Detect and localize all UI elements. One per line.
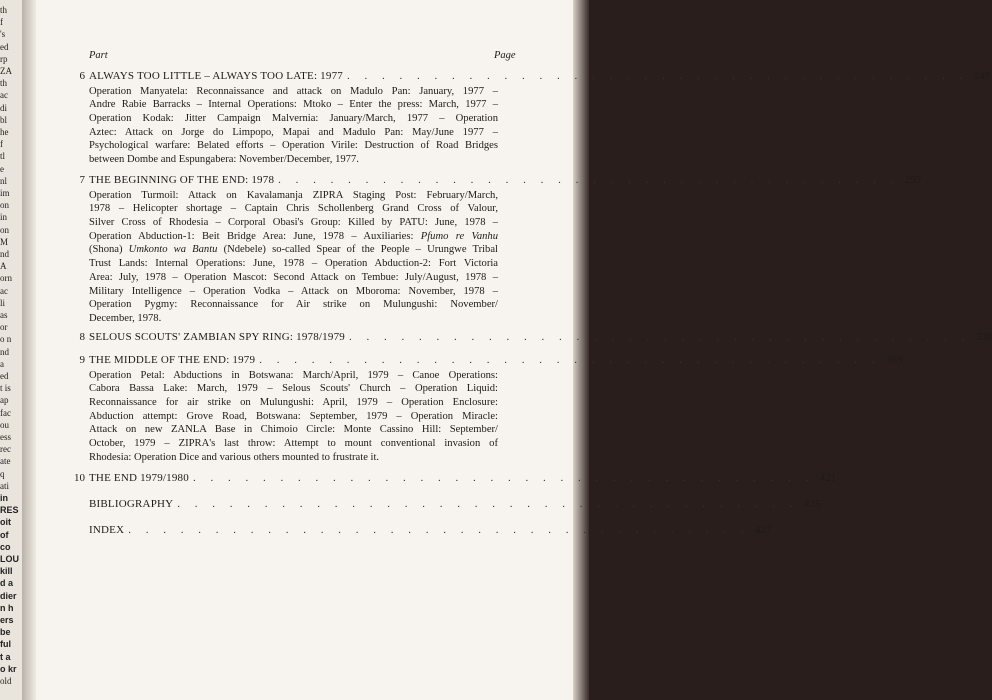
adjacent-page-text-fragment: li	[0, 297, 6, 308]
description-line: Operation Kodak: Jitter Campaign Malvernia: January/March, 1977 – Operation	[89, 113, 498, 124]
chapter-title: SELOUS SCOUTS' ZAMBIAN SPY RING: 1978/1979	[89, 331, 345, 343]
adjacent-page-text-fragment: d a	[0, 578, 14, 589]
adjacent-page-text-fragment: ess	[0, 432, 11, 442]
adjacent-page-text-fragment: ap	[0, 395, 9, 406]
description-line: Andre Rabie Barracks – Internal Operations: Mtoko – Enter the press: March, 1977 –	[89, 99, 498, 111]
toc-entry-heading	[79, 354, 903, 368]
page-number: 421	[819, 472, 837, 484]
toc-entry-heading	[79, 331, 992, 345]
adjacent-page-text-fragment: LOU	[0, 554, 19, 564]
adjacent-page-text-fragment: th	[0, 78, 8, 89]
adjacent-page-text-fragment: f	[0, 17, 3, 28]
chapter-title: BIBLIOGRAPHY	[89, 498, 174, 510]
chapter-title: ALWAYS TOO LITTLE – ALWAYS TOO LATE: 1977	[89, 70, 343, 82]
book-gutter	[22, 0, 36, 700]
description-line: Operation Abduction-1: Beit Bridge Area: June, 1978 – Auxiliaries: Pfumo re Vanhu	[89, 230, 499, 242]
adjacent-page-text-fragment: dier	[0, 590, 17, 601]
adjacent-page-text-fragment: bl	[0, 114, 8, 125]
description-line: Military Intelligence – Operation Vodka – Attack on Mboroma: November, 1978 –	[89, 285, 498, 297]
adjacent-page-text-fragment: or	[0, 322, 8, 333]
toc-entry-heading	[89, 524, 772, 538]
adjacent-page-text-fragment: e	[0, 163, 4, 174]
toc-entry	[89, 498, 821, 512]
dot-leader: . . . . . . . . . . . . . . . . . . . . . . . . . . . . . . . . . . . .	[192, 472, 815, 484]
description-line: Attack on new ZANLA Base in Chimoio Circle: Monte Cassino Hill: September/	[89, 424, 498, 436]
adjacent-page-text-fragment: n h	[0, 602, 14, 613]
adjacent-page-text-fragment: ed	[0, 41, 9, 52]
adjacent-page-text-fragment: t is	[0, 383, 11, 394]
adjacent-page-text-fragment: be	[0, 627, 11, 638]
adjacent-page-text-fragment: f	[0, 139, 3, 150]
page-edge-shadow	[573, 0, 589, 700]
toc-entry-heading	[89, 498, 821, 512]
description-line: Area: July, 1978 – Operation Mascot: Second Attack on Tembue: July/August, 1978 –	[89, 271, 498, 283]
adjacent-page-text-fragment: on	[0, 224, 9, 235]
adjacent-page-text-fragment: t a	[0, 651, 11, 662]
adjacent-page-text-fragment: rp	[0, 53, 8, 64]
description-line: (Shona) Umkonto wa Bantu (Ndebele) so-called Spear of the People – Urungwe Tribal	[89, 244, 498, 256]
description-line: Rhodesia: Operation Dice and various others mounted to frustrate it.	[89, 451, 380, 463]
adjacent-page-text-fragment: tl	[0, 151, 6, 162]
adjacent-page-edge	[0, 0, 23, 700]
adjacent-page-text-fragment: co	[0, 541, 11, 552]
chapter-title: THE END 1979/1980	[89, 472, 189, 484]
toc-entry	[79, 354, 903, 465]
chapter-description	[89, 369, 498, 465]
adjacent-page-text-fragment: a	[0, 358, 4, 369]
adjacent-page-text-fragment: ati	[0, 480, 9, 491]
description-line: Cabora Bassa Lake: March, 1979 – Selous Scouts' Church – Operation Liquid:	[89, 383, 498, 395]
page-number: 297	[904, 174, 922, 186]
dot-leader: . . . . . . . . . . . . . . . . . . . . . . . . . . . . . . . . . . . .	[348, 331, 971, 343]
adjacent-page-text-fragment: rec	[0, 444, 11, 455]
adjacent-page-text-fragment: nl	[0, 175, 8, 186]
part-number: 7	[79, 174, 85, 186]
description-line: Operation Petal: Abductions in Botswana: March/April, 1979 – Canoe Operations:	[89, 369, 498, 381]
description-line: between Dombe and Espungabera: November/December, 1977.	[89, 154, 359, 166]
adjacent-page-text-fragment: ac	[0, 285, 8, 296]
description-line: Aztec: Attack on Jorge do Limpopo, Mapai and Madulo Pan: May/June 1977 –	[89, 126, 498, 138]
description-line: Operation Manyatela: Reconnaissance and attack on Madulo Pan: January, 1977 –	[89, 85, 498, 97]
adjacent-page-text-fragment: orn	[0, 273, 12, 284]
adjacent-page-text-fragment: nd	[0, 249, 9, 259]
adjacent-page-text-fragment: in	[0, 212, 8, 223]
adjacent-page-text-fragment: ate	[0, 456, 11, 467]
adjacent-page-text-fragment: of	[0, 529, 9, 540]
adjacent-page-text-fragment: q	[0, 468, 5, 479]
adjacent-page-text-fragment: nd	[0, 346, 9, 357]
dot-leader: . . . . . . . . . . . . . . . . . . . . . . . . . . . . . . . . . . . .	[259, 354, 881, 366]
toc-entry	[79, 174, 922, 326]
page-number: 338	[975, 331, 992, 343]
chapter-description	[89, 189, 498, 326]
adjacent-page-text-fragment: di	[0, 102, 8, 113]
adjacent-page-text-fragment: kill	[0, 566, 13, 577]
adjacent-page-text-fragment: o n	[0, 334, 12, 345]
adjacent-page-text-fragment: in	[0, 493, 8, 503]
dot-leader: . . . . . . . . . . . . . . . . . . . . . . . . . . . . . . . . . . . .	[346, 70, 969, 82]
adjacent-page-text-fragment: ou	[0, 419, 9, 430]
adjacent-page-text-fragment: fac	[0, 407, 11, 418]
adjacent-page-text-fragment: RES	[0, 505, 19, 516]
adjacent-page-text-fragment: th	[0, 5, 8, 15]
adjacent-page-text-fragment: im	[0, 188, 10, 198]
page-number: 248	[973, 70, 991, 82]
toc-entry	[74, 472, 837, 486]
description-line: October, 1979 – ZIPRA's last throw: Attempt to mount conventional invasion of	[89, 438, 498, 450]
part-number: 9	[79, 354, 85, 366]
toc-entry-heading	[74, 472, 837, 486]
adjacent-page-text-fragment: on	[0, 200, 9, 211]
description-line: Operation Turmoil: Attack on Kavalamanja ZIPRA Staging Post: February/March,	[89, 189, 498, 201]
chapter-description	[89, 85, 498, 167]
adjacent-page-text-fragment: ZA	[0, 66, 12, 76]
part-number: 6	[79, 70, 85, 82]
toc-entry-heading	[79, 70, 991, 84]
dot-leader: . . . . . . . . . . . . . . . . . . . . . . . . . . . . . . . . . . . .	[128, 524, 750, 536]
adjacent-page-text-fragment: ed	[0, 371, 9, 381]
adjacent-page-text-fragment: as	[0, 310, 8, 320]
description-line: Abduction attempt: Grove Road, Botswana: September, 1979 – Operation Miracle:	[89, 410, 498, 422]
description-line: Psychological warfare: Belated efforts – Operation Virile: Destruction of Road Bridges	[89, 140, 498, 152]
description-line: Trust Lands: Internal Operations: June, 1978 – Operation Abduction-2: Fort Victoria	[89, 258, 498, 270]
adjacent-page-text-fragment: 's	[0, 29, 6, 40]
adjacent-page-text-fragment: A	[0, 261, 7, 272]
dot-leader: . . . . . . . . . . . . . . . . . . . . . . . . . . . . . . . . . . . .	[278, 174, 900, 186]
adjacent-page-text-fragment: ac	[0, 90, 8, 101]
chapter-title: THE BEGINNING OF THE END: 1978	[89, 174, 275, 186]
chapter-title: THE MIDDLE OF THE END: 1979	[89, 354, 256, 366]
dot-leader: . . . . . . . . . . . . . . . . . . . . . . . . . . . . . . . . . . . .	[177, 498, 799, 510]
toc-entry-heading	[79, 174, 922, 188]
adjacent-page-text-fragment: M	[0, 236, 9, 247]
description-line: 1978 – Helicopter shortage – Captain Chris Schollenberg Grand Cross of Valour,	[89, 203, 498, 215]
part-number: 8	[79, 331, 85, 343]
adjacent-page-text-fragment: oit	[0, 517, 11, 528]
adjacent-page-text-fragment: ful	[0, 639, 11, 650]
adjacent-page-text-fragment: old	[0, 676, 12, 686]
part-column-header: Part	[89, 50, 108, 61]
page-column-header: Page	[494, 50, 516, 61]
toc-entry	[89, 524, 772, 538]
toc-entry	[79, 70, 991, 167]
toc-entry	[79, 331, 992, 345]
adjacent-page-text-fragment: ers	[0, 615, 14, 625]
description-line: Reconnaissance for air strike on Mulungushi: April, 1979 – Operation Enclosure:	[89, 397, 498, 408]
description-line: December, 1978.	[89, 312, 162, 324]
page-number: 425	[804, 498, 821, 510]
page-number: 427	[754, 524, 772, 536]
page-number: 369	[885, 354, 903, 366]
description-line: Operation Pygmy: Reconnaissance for Air strike on Mulungushi: November/	[89, 299, 498, 311]
chapter-title: INDEX	[89, 524, 125, 536]
adjacent-page-text-fragment: o kr	[0, 663, 17, 674]
adjacent-page-text-fragment: he	[0, 127, 9, 137]
part-number: 10	[74, 472, 85, 484]
description-line: Silver Cross of Rhodesia – Corporal Obasi's Group: Killed by PATU: June, 1978 –	[89, 217, 498, 228]
